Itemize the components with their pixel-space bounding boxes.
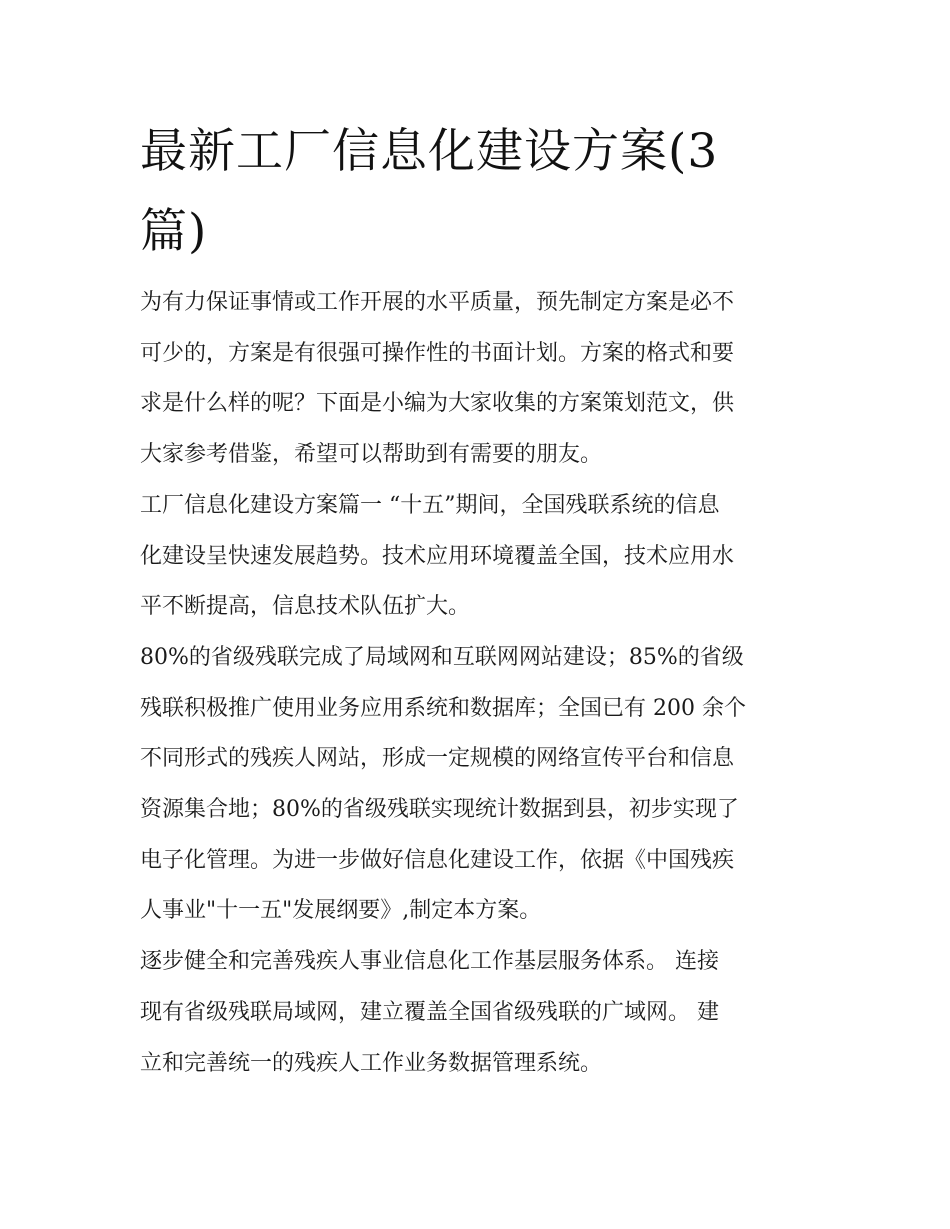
paragraph-intro bbox=[140, 278, 820, 481]
paragraph-line: 平不断提高，信息技术队伍扩大。 bbox=[140, 594, 471, 620]
paragraph-line: 资源集合地；80%的省级残联实现统计数据到县，初步实现了 bbox=[140, 797, 739, 823]
paragraph-line: 现有省级残联局域网，建立覆盖全国省级残联的广域网。 建 bbox=[140, 999, 719, 1025]
paragraph-line: 工厂信息化建设方案篇一 “十五”期间，全国残联系统的信息 bbox=[140, 492, 720, 518]
paragraph-line: 立和完善统一的残疾人工作业务数据管理系统。 bbox=[140, 1050, 603, 1076]
title-line: 篇) bbox=[140, 204, 208, 259]
document-title bbox=[140, 112, 760, 272]
paragraph-line: 可少的，方案是有很强可操作性的书面计划。方案的格式和要 bbox=[140, 340, 735, 366]
title-line: 最新工厂信息化建设方案(3 bbox=[140, 124, 719, 179]
paragraph-line: 电子化管理。为进一步做好信息化建设工作，依据《中国残疾 bbox=[140, 847, 735, 873]
paragraph-statistics bbox=[140, 633, 820, 937]
paragraph-line: 逐步健全和完善残疾人事业信息化工作基层服务体系。 连接 bbox=[140, 949, 719, 975]
paragraph-line: 80%的省级残联完成了局域网和互联网网站建设；85%的省级 bbox=[140, 644, 744, 670]
paragraph-plan-one bbox=[140, 481, 820, 633]
document-body bbox=[140, 278, 820, 1089]
paragraph-line: 人事业"十一五"发展纲要》,制定本方案。 bbox=[140, 898, 542, 924]
paragraph-line: 大家参考借鉴，希望可以帮助到有需要的朋友。 bbox=[140, 442, 603, 468]
paragraph-line: 不同形式的残疾人网站，形成一定规模的网络宣传平台和信息 bbox=[140, 746, 735, 772]
paragraph-line: 为有力保证事情或工作开展的水平质量，预先制定方案是必不 bbox=[140, 290, 735, 315]
paragraph-line: 残联积极推广使用业务应用系统和数据库；全国已有 200 余个 bbox=[140, 695, 746, 721]
paragraph-goals bbox=[140, 937, 820, 1089]
paragraph-line: 求是什么样的呢？下面是小编为大家收集的方案策划范文，供 bbox=[140, 391, 735, 417]
paragraph-line: 化建设呈快速发展趋势。技术应用环境覆盖全国，技术应用水 bbox=[140, 543, 735, 569]
